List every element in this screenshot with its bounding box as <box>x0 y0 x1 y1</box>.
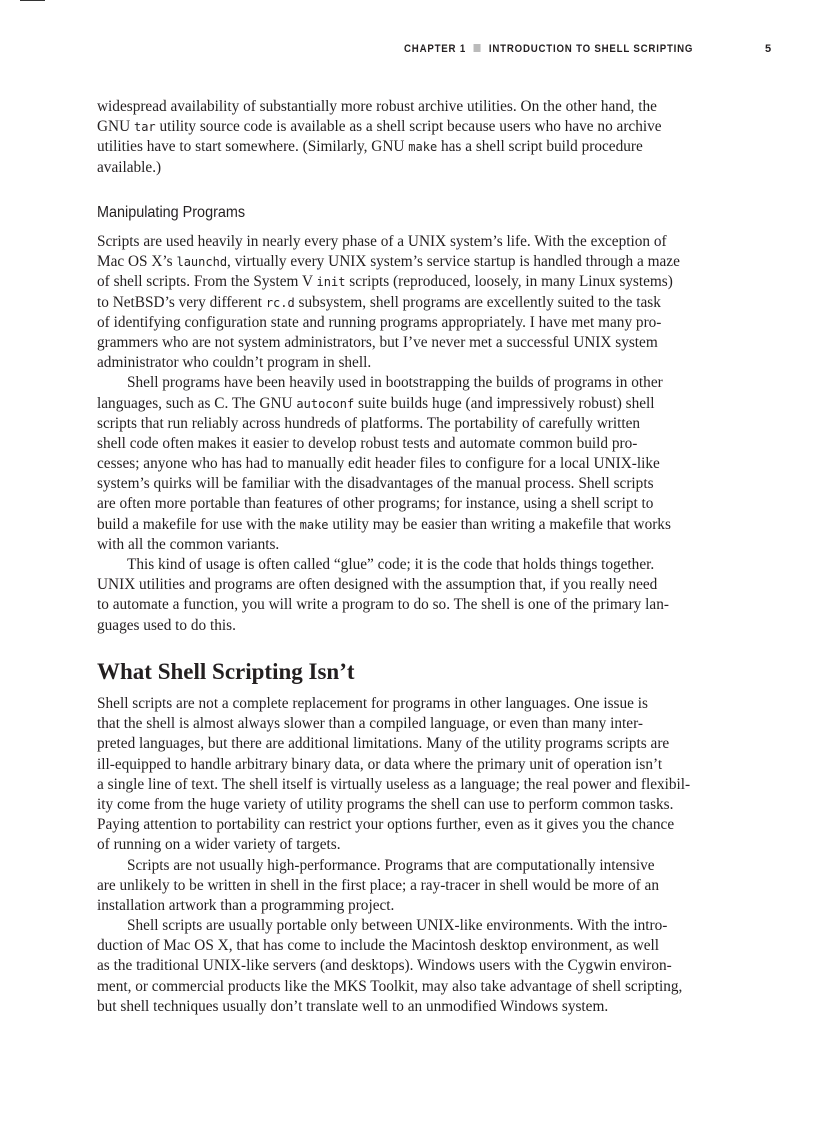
text-run: are unlikely to be written in shell in the first place; a ray-tracer in shell would be more of an <box>97 876 659 894</box>
text-line <box>97 454 680 474</box>
text-line <box>97 434 680 454</box>
inline-code: tar <box>133 120 156 135</box>
text-run: to automate a function, you will write a program to do so. The shell is one of the primary lan- <box>97 596 669 614</box>
text-run: shell code often makes it easier to develop robust tests and automate common build pro- <box>97 434 638 452</box>
page-number: 5 <box>765 43 772 55</box>
text-run: administrator who couldn’t program in shell. <box>97 354 372 372</box>
text-line <box>97 916 690 936</box>
text-run: Shell programs have been heavily used in bootstrapping the builds of programs in other <box>127 374 663 392</box>
text-line <box>97 313 680 333</box>
inline-code: launchd <box>176 255 228 270</box>
section-heading-manipulating-programs: Manipulating Programs <box>97 204 246 221</box>
text-run: Scripts are used heavily in nearly every phase of a UNIX system’s life. With the exception of <box>97 233 667 250</box>
text-run: of shell scripts. From the System V <box>97 273 317 291</box>
text-run: preted languages, but there are additional limitations. Many of the utility programs scripts are <box>97 735 670 753</box>
inline-code: autoconf <box>296 396 355 411</box>
text-line <box>97 535 680 555</box>
text-line <box>97 575 680 595</box>
text-run: This kind of usage is often called “glue” code; it is the code that holds things together. <box>127 556 655 573</box>
text-line <box>97 293 680 313</box>
text-run: GNU <box>97 118 134 136</box>
section-body-manipulating-programs <box>97 232 680 636</box>
text-run: are often more portable than features of other programs; for instance, using a shell script to <box>97 495 654 513</box>
text-run: has a shell script build procedure <box>437 138 643 156</box>
text-line <box>97 734 690 754</box>
text-run: , virtually every UNIX system’s service startup is handled through a maze <box>227 253 680 271</box>
text-run: duction of Mac OS X, that has come to include the Macintosh desktop environment, as well <box>97 937 660 955</box>
text-line <box>97 272 680 292</box>
chapter-title: INTRODUCTION TO SHELL SCRIPTING <box>488 43 694 55</box>
text-run: as the traditional UNIX-like servers (and desktops). Windows users with the Cygwin environ- <box>97 957 672 975</box>
text-run: ill-equipped to handle arbitrary binary data, or data where the primary unit of operation isn’t <box>97 755 663 773</box>
inline-code: make <box>299 517 329 532</box>
text-run: guages used to do this. <box>97 616 236 634</box>
text-line <box>97 936 690 956</box>
text-run: build a makefile for use with the <box>97 515 300 533</box>
text-run: utilities have to start somewhere. (Similarly, GNU <box>97 138 409 156</box>
text-line <box>97 353 680 373</box>
text-run: a single line of text. The shell itself is virtually useless as a language; the real power and flexibil- <box>97 775 691 793</box>
text-line <box>97 616 680 636</box>
text-run: languages, such as C. The GNU <box>97 394 297 412</box>
text-run: utility source code is available as a shell script because users who have no archive <box>155 118 662 136</box>
text-line <box>97 595 680 615</box>
text-line <box>97 97 662 117</box>
text-line <box>97 714 690 734</box>
text-run: but shell techniques usually don’t translate well to an unmodified Windows system. <box>97 997 609 1015</box>
text-run: scripts that run reliably across hundreds of platforms. The portability of carefully written <box>97 414 641 432</box>
text-line <box>97 694 690 714</box>
text-line <box>97 515 680 535</box>
text-line <box>97 876 690 896</box>
text-line <box>97 373 680 393</box>
text-run: suite builds huge (and impressively robust) shell <box>354 394 655 412</box>
text-line <box>97 333 680 353</box>
chapter-label: CHAPTER 1 <box>404 43 466 55</box>
text-run: system’s quirks will be familiar with the disadvantages of the manual process. Shell scripts <box>97 475 654 493</box>
text-line <box>97 414 680 434</box>
text-run: available.) <box>97 158 162 176</box>
text-run: that the shell is almost always slower than a compiled language, or even than many inter- <box>97 715 643 733</box>
inline-code: make <box>408 140 438 155</box>
section-heading-what-shell-scripting-isnt: What Shell Scripting Isn’t <box>97 659 355 684</box>
text-run: installation artwork than a programming project. <box>97 896 395 914</box>
text-run: to NetBSD’s very different <box>97 293 266 311</box>
text-run: ity come from the huge variety of utility programs the shell can use to perform common tasks. <box>97 795 674 813</box>
section-body-what-shell-scripting-isnt <box>97 694 690 1017</box>
text-line <box>97 775 690 795</box>
text-run: Shell scripts are not a complete replacement for programs in other languages. One issue is <box>97 695 648 712</box>
separator-square-icon <box>474 44 481 52</box>
text-line <box>97 555 680 575</box>
text-line <box>97 977 690 997</box>
text-run: ment, or commercial products like the MKS Toolkit, may also take advantage of shell scripting, <box>97 977 683 995</box>
inline-code: init <box>316 275 346 290</box>
text-run: Scripts are not usually high-performance. Programs that are computationally intensive <box>127 856 655 874</box>
text-run: of identifying configuration state and running programs appropriately. I have met many pro- <box>97 313 662 331</box>
text-run: widespread availability of substantially more robust archive utilities. On the other hand, the <box>97 98 657 115</box>
text-run: UNIX utilities and programs are often designed with the assumption that, if you really need <box>97 576 658 594</box>
text-run: utility may be easier than writing a makefile that works <box>328 515 671 533</box>
text-line <box>97 997 690 1017</box>
text-line <box>97 137 662 157</box>
text-line <box>97 815 690 835</box>
text-line <box>97 856 690 876</box>
text-line <box>97 795 690 815</box>
running-header <box>404 43 693 55</box>
text-line <box>97 755 690 775</box>
page-corner-mark <box>20 0 45 1</box>
text-run: subsystem, shell programs are excellently suited to the task <box>294 293 661 311</box>
text-run: Shell scripts are usually portable only between UNIX-like environments. With the intro- <box>127 917 668 935</box>
text-line <box>97 117 662 137</box>
text-line <box>97 474 680 494</box>
text-run: Paying attention to portability can restrict your options further, even as it gives you the chance <box>97 816 675 834</box>
text-run: grammers who are not system administrators, but I’ve never met a successful UNIX system <box>97 333 658 351</box>
text-line <box>97 158 662 178</box>
text-line <box>97 252 680 272</box>
inline-code: rc.d <box>265 295 295 310</box>
text-run: Mac OS X’s <box>97 253 177 271</box>
text-run: of running on a wider variety of targets. <box>97 836 341 854</box>
text-run: scripts (reproduced, loosely, in many Linux systems) <box>345 273 673 291</box>
text-run: cesses; anyone who has had to manually edit header files to configure for a local UNIX-like <box>97 455 660 473</box>
text-line <box>97 835 690 855</box>
paragraph-block <box>97 97 662 178</box>
text-line <box>97 232 680 252</box>
text-line <box>97 394 680 414</box>
text-line <box>97 494 680 514</box>
text-line <box>97 896 690 916</box>
text-run: with all the common variants. <box>97 535 280 553</box>
text-line <box>97 956 690 976</box>
